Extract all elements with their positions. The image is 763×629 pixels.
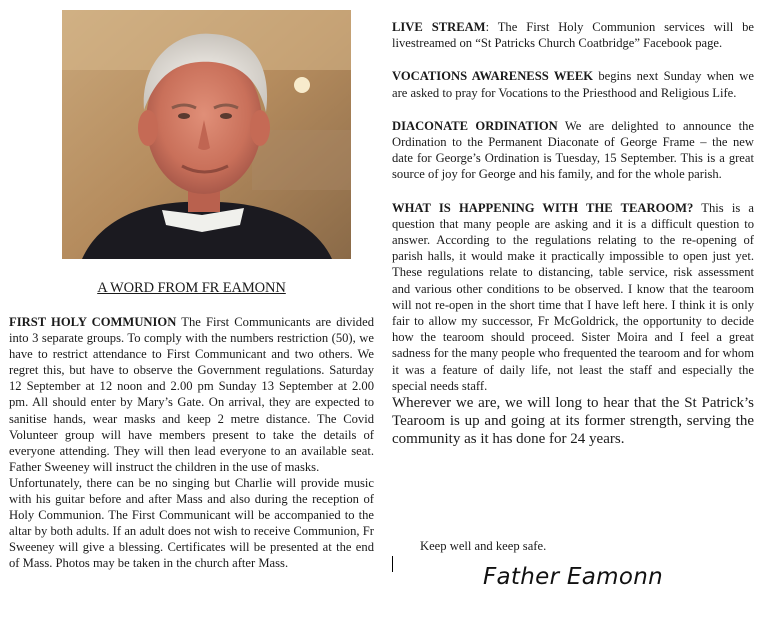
diaconate-title: DIACONATE ORDINATION [392, 118, 558, 133]
text-cursor [392, 556, 393, 572]
live-stream-paragraph [392, 19, 754, 51]
diaconate-paragraph [392, 118, 754, 183]
notices-column [392, 19, 754, 465]
tearoom-paragraph [392, 200, 754, 394]
signoff-text: Keep well and keep safe. [420, 539, 547, 553]
tearoom-text: This is a question that many people are asking and it is a difficult question to answer. According to the regulations relating to the re-opening of parish halls, it would make it practically impossible to open just yet. These regulations relate to distancing, table service, risk assessment and various other conditions to be observed. I know that the tearoom will not re-open in the short time that I have left here. I think it is only fair to allow my successor, Fr McGoldrick, the opportunity to decide how the tearoom should proceed. Sister Moira and I feel a great sadness for the many people who frequented the tearoom and for whom it was a feature of daily life, not least the staff and especially the special needs staff. [392, 200, 754, 393]
signature: Father Eamonn [483, 564, 663, 590]
first-communion-paragraph [9, 314, 374, 475]
live-stream-title: LIVE STREAM [392, 20, 486, 34]
singing-paragraph: Unfortunately, there can be no singing but Charlie will provide music with his guitar before and after Mass and also during the reception of Holy Communion. The First Communicant will be accompanied to the altar by both adults. If an adult does not wish to receive Communion, Fr Sweeney will give a blessing. Certificates will be presented at the end of Mass. Photos may be taken in the church after Mass. [9, 475, 374, 571]
diaconate-text: We are delighted to announce the Ordination to the Permanent Diaconate of George Frame – the new date for George’s Ordination is Tuesday, 15 September. This is a great source of joy for George and his family, and for the whole parish. [392, 118, 754, 182]
priest-portrait-photo [62, 10, 351, 259]
vocations-title: VOCATIONS AWARENESS WEEK [392, 69, 594, 84]
vocations-paragraph [392, 68, 754, 100]
first-communion-column [9, 314, 374, 572]
first-communion-text: The First Communicants are divided into 3 separate groups. To comply with the numbers restriction (50), we have to restrict attendance to First Communicant and two others. We regret this, but have to observe the Government regulations. Saturday 12 September at 12 noon and 2.00 pm Sunday 13 September at 2.00 pm. All should enter by Mary’s Gate. On arrival, they are expected to sanitise hands, wear masks and keep 2 metre distance. The Covid Volunteer group will have members present to take the details of everyone attending. They will then lead everyone to an available seat. Father Sweeney will instruct the children in the use of masks. [9, 315, 374, 474]
section-heading: A WORD FROM FR EAMONN [97, 280, 286, 296]
tearoom-closing-paragraph: Wherever we are, we will long to hear that the St Patrick’s Tearoom is up and going at its former strength, serving the community as it has done for 24 years. [392, 395, 754, 448]
portrait-photo-icon [62, 10, 351, 259]
live-stream-text: : The First Holy Communion services will be livestreamed on “St Patricks Church Coatbridge” Facebook page. [392, 20, 754, 51]
tearoom-title: WHAT IS HAPPENING WITH THE TEAROOM? [392, 200, 694, 215]
first-communion-title: FIRST HOLY COMMUNION [9, 315, 177, 329]
vocations-text: begins next Sunday when we are asked to pray for Vocations to the Priesthood and Religious Life. [392, 69, 754, 100]
